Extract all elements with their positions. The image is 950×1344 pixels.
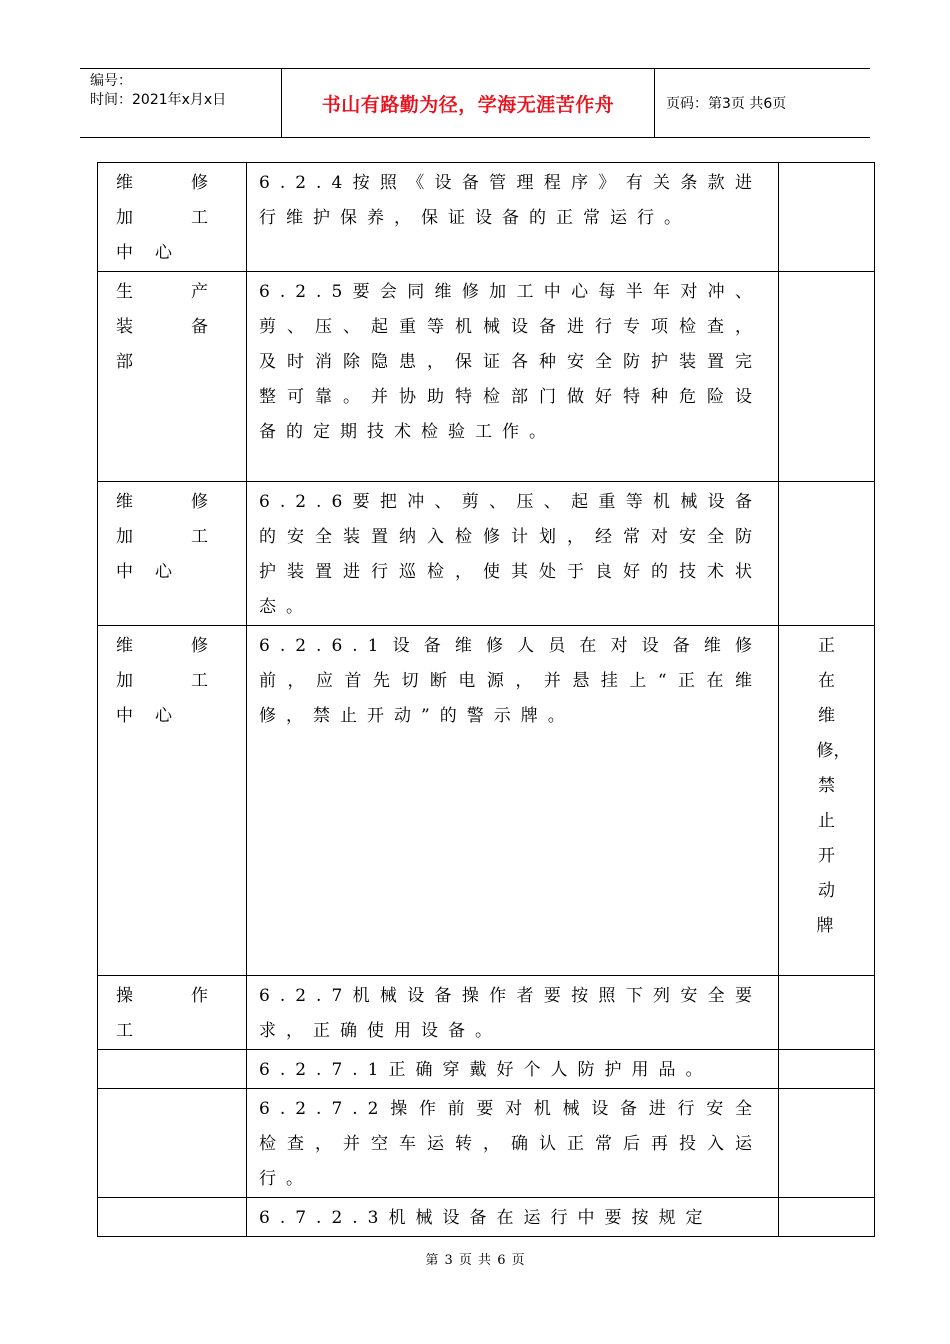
table-row bbox=[98, 163, 875, 272]
content-text: 6.2.7.1正确穿戴好个人防护用品。 bbox=[259, 1060, 713, 1080]
table-row bbox=[98, 1050, 875, 1089]
dept-cell bbox=[98, 1050, 247, 1089]
content-text: 6.2.4按照《设备管理程序》有关条款进行维护保养，保证设备的正常运行。 bbox=[259, 173, 762, 228]
header-meta bbox=[80, 69, 282, 137]
header-page-cell bbox=[654, 69, 870, 137]
note-text bbox=[817, 272, 837, 275]
dept-cell bbox=[98, 1089, 247, 1198]
note-cell bbox=[779, 272, 875, 482]
table-row bbox=[98, 272, 875, 482]
table-row bbox=[98, 1089, 875, 1198]
content-text: 6.2.7机械设备操作者要按照下列安全要求，正确使用设备。 bbox=[259, 986, 762, 1041]
page-number-label: 页码：第3页 共6页 bbox=[666, 96, 787, 112]
dept-text: 操作工 bbox=[116, 986, 230, 1041]
content-cell bbox=[247, 976, 779, 1050]
content-text: 6.2.6要把冲、剪、压、起重等机械设备的安全装置纳入检修计划，经常对安全防护装置进行巡检，使其处于良好的技术状态。 bbox=[259, 492, 762, 617]
dept-text: 维修加工中心 bbox=[116, 636, 230, 726]
note-text bbox=[817, 1050, 837, 1053]
dept-cell bbox=[98, 482, 247, 626]
content-cell bbox=[247, 482, 779, 626]
dept-text: 维修加工中心 bbox=[116, 173, 230, 263]
procedure-table bbox=[97, 162, 875, 1237]
content-cell bbox=[247, 626, 779, 976]
dept-cell bbox=[98, 976, 247, 1050]
dept-cell bbox=[98, 272, 247, 482]
page-footer: 第 3 页 共 6 页 bbox=[425, 1253, 525, 1268]
dept-text bbox=[98, 1050, 246, 1053]
table-row bbox=[98, 1198, 875, 1237]
motto: 书山有路勤为径，学海无涯苦作舟 bbox=[321, 93, 615, 116]
note-cell bbox=[779, 976, 875, 1050]
content-cell bbox=[247, 1050, 779, 1089]
dept-cell bbox=[98, 626, 247, 976]
note-text bbox=[817, 482, 837, 485]
content-cell bbox=[247, 163, 779, 272]
table-row bbox=[98, 976, 875, 1050]
note-text bbox=[817, 1089, 837, 1092]
content-cell bbox=[247, 1089, 779, 1198]
serial-number-label: 编号： bbox=[90, 73, 132, 89]
dept-cell bbox=[98, 163, 247, 272]
dept-text: 生产装备部 bbox=[116, 282, 230, 372]
content-text: 6.2.5要会同维修加工中心每半年对冲、剪、压、起重等机械设备进行专项检查，及时消除隐患，保证各种安全防护装置完整可靠。并协助特检部门做好特种危险设备的定期技术检验工作。 bbox=[259, 282, 762, 442]
dept-text bbox=[98, 1089, 246, 1092]
date-label: 时间：2021年x月x日 bbox=[90, 92, 227, 108]
page-header bbox=[80, 68, 870, 138]
table-row bbox=[98, 482, 875, 626]
note-cell bbox=[779, 1050, 875, 1089]
dept-text: 维修加工中心 bbox=[116, 492, 230, 582]
note-cell bbox=[779, 1089, 875, 1198]
dept-text bbox=[98, 1198, 246, 1201]
note-cell bbox=[779, 1198, 875, 1237]
header-motto-cell bbox=[282, 69, 655, 137]
note-text bbox=[817, 163, 837, 166]
content-cell bbox=[247, 1198, 779, 1237]
content-text: 6.2.6.1设备维修人员在对设备维修前，应首先切断电源，并悬挂上“正在维修，禁止开动”的警示牌。 bbox=[259, 636, 762, 726]
note-cell bbox=[779, 482, 875, 626]
note-text bbox=[817, 976, 837, 979]
table-row bbox=[98, 626, 875, 976]
note-cell bbox=[779, 626, 875, 976]
warning-sign-note: 正在维修，禁止开动牌 bbox=[816, 636, 851, 936]
note-text bbox=[817, 1198, 837, 1201]
content-text: 6.7.2.3机械设备在运行中要按规定 bbox=[259, 1208, 713, 1228]
dept-cell bbox=[98, 1198, 247, 1237]
content-cell bbox=[247, 272, 779, 482]
note-cell bbox=[779, 163, 875, 272]
content-text: 6.2.7.2操作前要对机械设备进行安全检查，并空车运转，确认正常后再投入运行。 bbox=[259, 1099, 762, 1189]
